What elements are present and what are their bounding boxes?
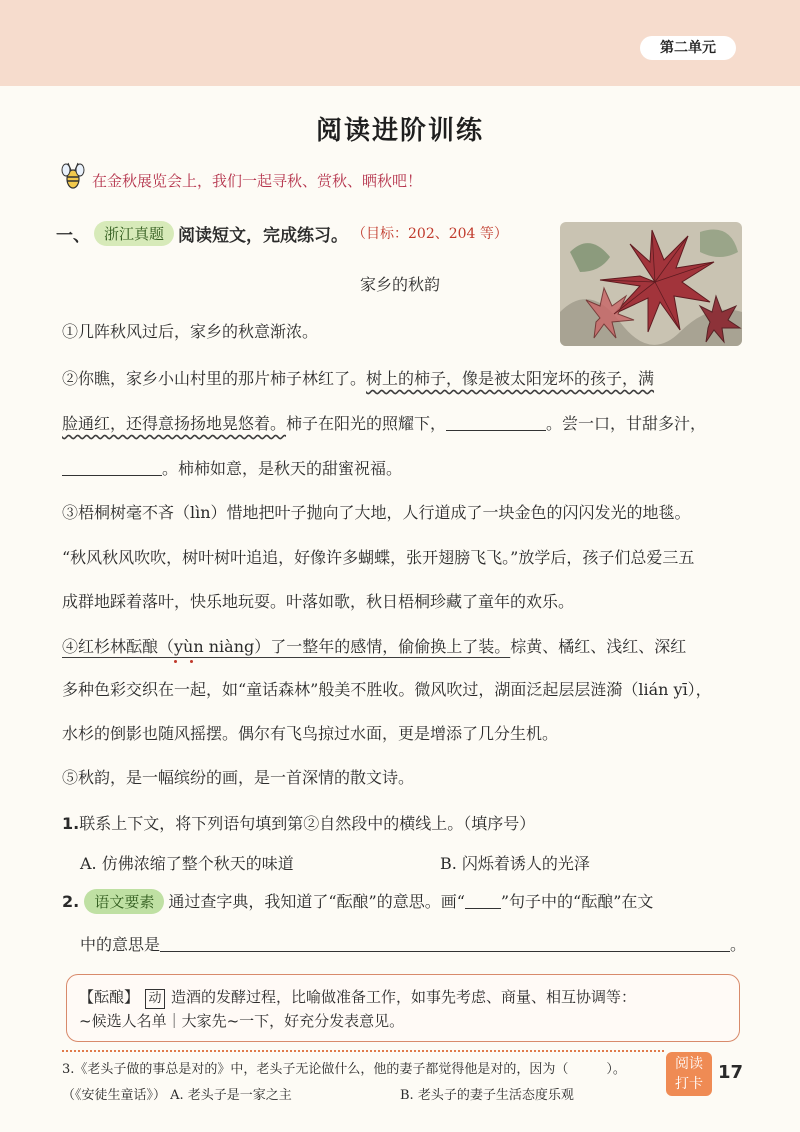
question-2 <box>62 889 653 914</box>
paragraph-2-line-2 <box>62 414 742 434</box>
paragraph-2-text: 柿子在阳光的照耀下， <box>286 414 447 433</box>
question-text: 中的意思是 <box>80 935 161 954</box>
footer-divider <box>62 1050 664 1052</box>
paragraph-1: ①几阵秋风过后，家乡的秋意渐浓。 <box>62 322 319 341</box>
question-text: 。 <box>730 935 747 954</box>
paragraph-2-text: 。尝一口，甘甜多汁， <box>546 414 707 433</box>
emphasis-dot <box>190 660 193 663</box>
underlined-sentence: ④红杉林酝酿（yùn niàng）了一整年的感情，偷偷换上了装。 <box>62 637 511 656</box>
unit-badge: 第二单元 <box>640 36 736 60</box>
paragraph-4-line-3: 水杉的倒影也随风摇摆。偶尔有飞鸟掠过水面，更是增添了几分生机。 <box>62 724 559 743</box>
wavy-underlined-sentence-end: 脸通红，还得意扬扬地晃悠着。 <box>62 414 287 433</box>
paragraph-4-line-1 <box>62 637 742 657</box>
option-a: A. 仿佛浓缩了整个秋天的味道 <box>80 854 294 873</box>
fill-blank-symbol[interactable] <box>465 893 501 909</box>
footer-source-line <box>62 1084 292 1103</box>
option-b: B. 闪烁着诱人的光泽 <box>440 854 590 873</box>
paragraph-2-text: ②你瞧，家乡小山村里的那片柿子林红了。 <box>62 369 367 388</box>
paragraph-2-text: 。柿柿如意，是秋天的甜蜜祝福。 <box>162 459 403 478</box>
dictionary-box <box>66 974 740 1042</box>
reading-checkin-badge[interactable] <box>666 1052 712 1096</box>
section-number: 一、 <box>56 225 90 246</box>
page-title: 阅读进阶训练 <box>315 116 484 146</box>
fill-blank-meaning[interactable] <box>160 936 730 952</box>
footer-text: 3.《老头子做的事总是对的》中，老头子无论做什么，他的妻子都觉得他是对的，因为（ <box>62 1062 569 1077</box>
footer-question-3 <box>62 1058 626 1077</box>
fill-blank-2[interactable] <box>62 460 162 476</box>
paragraph-3-line-2: “秋风秋风吹吹，树叶树叶追追，好像许多蝴蝶，张开翅膀飞飞。”放学后，孩子们总爱三五 <box>62 548 695 567</box>
intro-text: 在金秋展览会上，我们一起寻秋、赏秋、晒秋吧！ <box>92 172 423 190</box>
paragraph-4-line-2: 多种色彩交织在一起，如“童话森林”般美不胜收。微风吹过，湖面泛起层层涟漪（lián yī）， <box>62 680 712 699</box>
question-2-line-2 <box>80 932 746 955</box>
question-tag: 语文要素 <box>84 889 164 914</box>
header-wave <box>0 62 800 92</box>
part-of-speech: 动 <box>145 989 165 1009</box>
bee-icon <box>60 160 86 190</box>
emphasis-dot <box>174 660 177 663</box>
badge-line-2: 打卡 <box>675 1076 703 1092</box>
question-1 <box>62 811 535 834</box>
paragraph-3-line-3: 成群地踩着落叶，快乐地玩耍。叶落如歌，秋日梧桐珍藏了童年的欢乐。 <box>62 592 575 611</box>
paragraph-3-line-1: ③梧桐树毫不吝（lìn）惜地把叶子抛向了大地，人行道成了一块金色的闪闪发光的地毯。 <box>62 503 691 522</box>
question-number: 2. <box>62 892 80 911</box>
footer-option-a: A. 老头子是一家之主 <box>170 1088 292 1103</box>
fill-blank-1[interactable] <box>446 415 546 431</box>
footer-text: ）。 <box>606 1062 626 1077</box>
section-tag: 浙江真题 <box>94 221 174 246</box>
dictionary-word: 【酝酿】 <box>79 988 140 1006</box>
footer-option-b: B. 老头子的妻子生活态度乐观 <box>400 1088 574 1103</box>
paragraph-5: ⑤秋韵，是一幅缤纷的画，是一首深情的散文诗。 <box>62 768 415 787</box>
question-text: 联系上下文，将下列语句填到第②自然段中的横线上。（填序号） <box>79 814 536 833</box>
article-title: 家乡的秋韵 <box>359 275 440 294</box>
question-text: ”句子中的“酝酿”在文 <box>500 892 654 911</box>
badge-line-1: 阅读 <box>675 1056 703 1072</box>
dictionary-line-1 <box>79 985 727 1009</box>
section-header <box>56 220 508 246</box>
question-number: 1. <box>62 814 80 833</box>
page-number: 17 <box>718 1062 744 1083</box>
dictionary-definition: 造酒的发酵过程，比喻做准备工作，如事先考虑、商量、相互协调等： <box>171 988 637 1006</box>
section-instruction: 阅读短文，完成练习。 <box>178 225 349 246</box>
paragraph-2-line-1 <box>62 369 742 389</box>
paragraph-2-line-3 <box>62 459 742 479</box>
section-goal: （目标：202、204 等） <box>352 226 508 242</box>
footer-source: （《安徒生童话》） <box>62 1088 167 1103</box>
paragraph-4-text: 棕黄、橘红、浅红、深红 <box>510 637 687 656</box>
dictionary-line-2: ~候选人名单｜大家先~一下，好充分发表意见。 <box>79 1012 405 1030</box>
question-text: 通过查字典，我知道了“酝酿”的意思。画“ <box>168 892 465 911</box>
wavy-underlined-sentence: 树上的柿子，像是被太阳宠坏的孩子，满 <box>366 369 655 388</box>
